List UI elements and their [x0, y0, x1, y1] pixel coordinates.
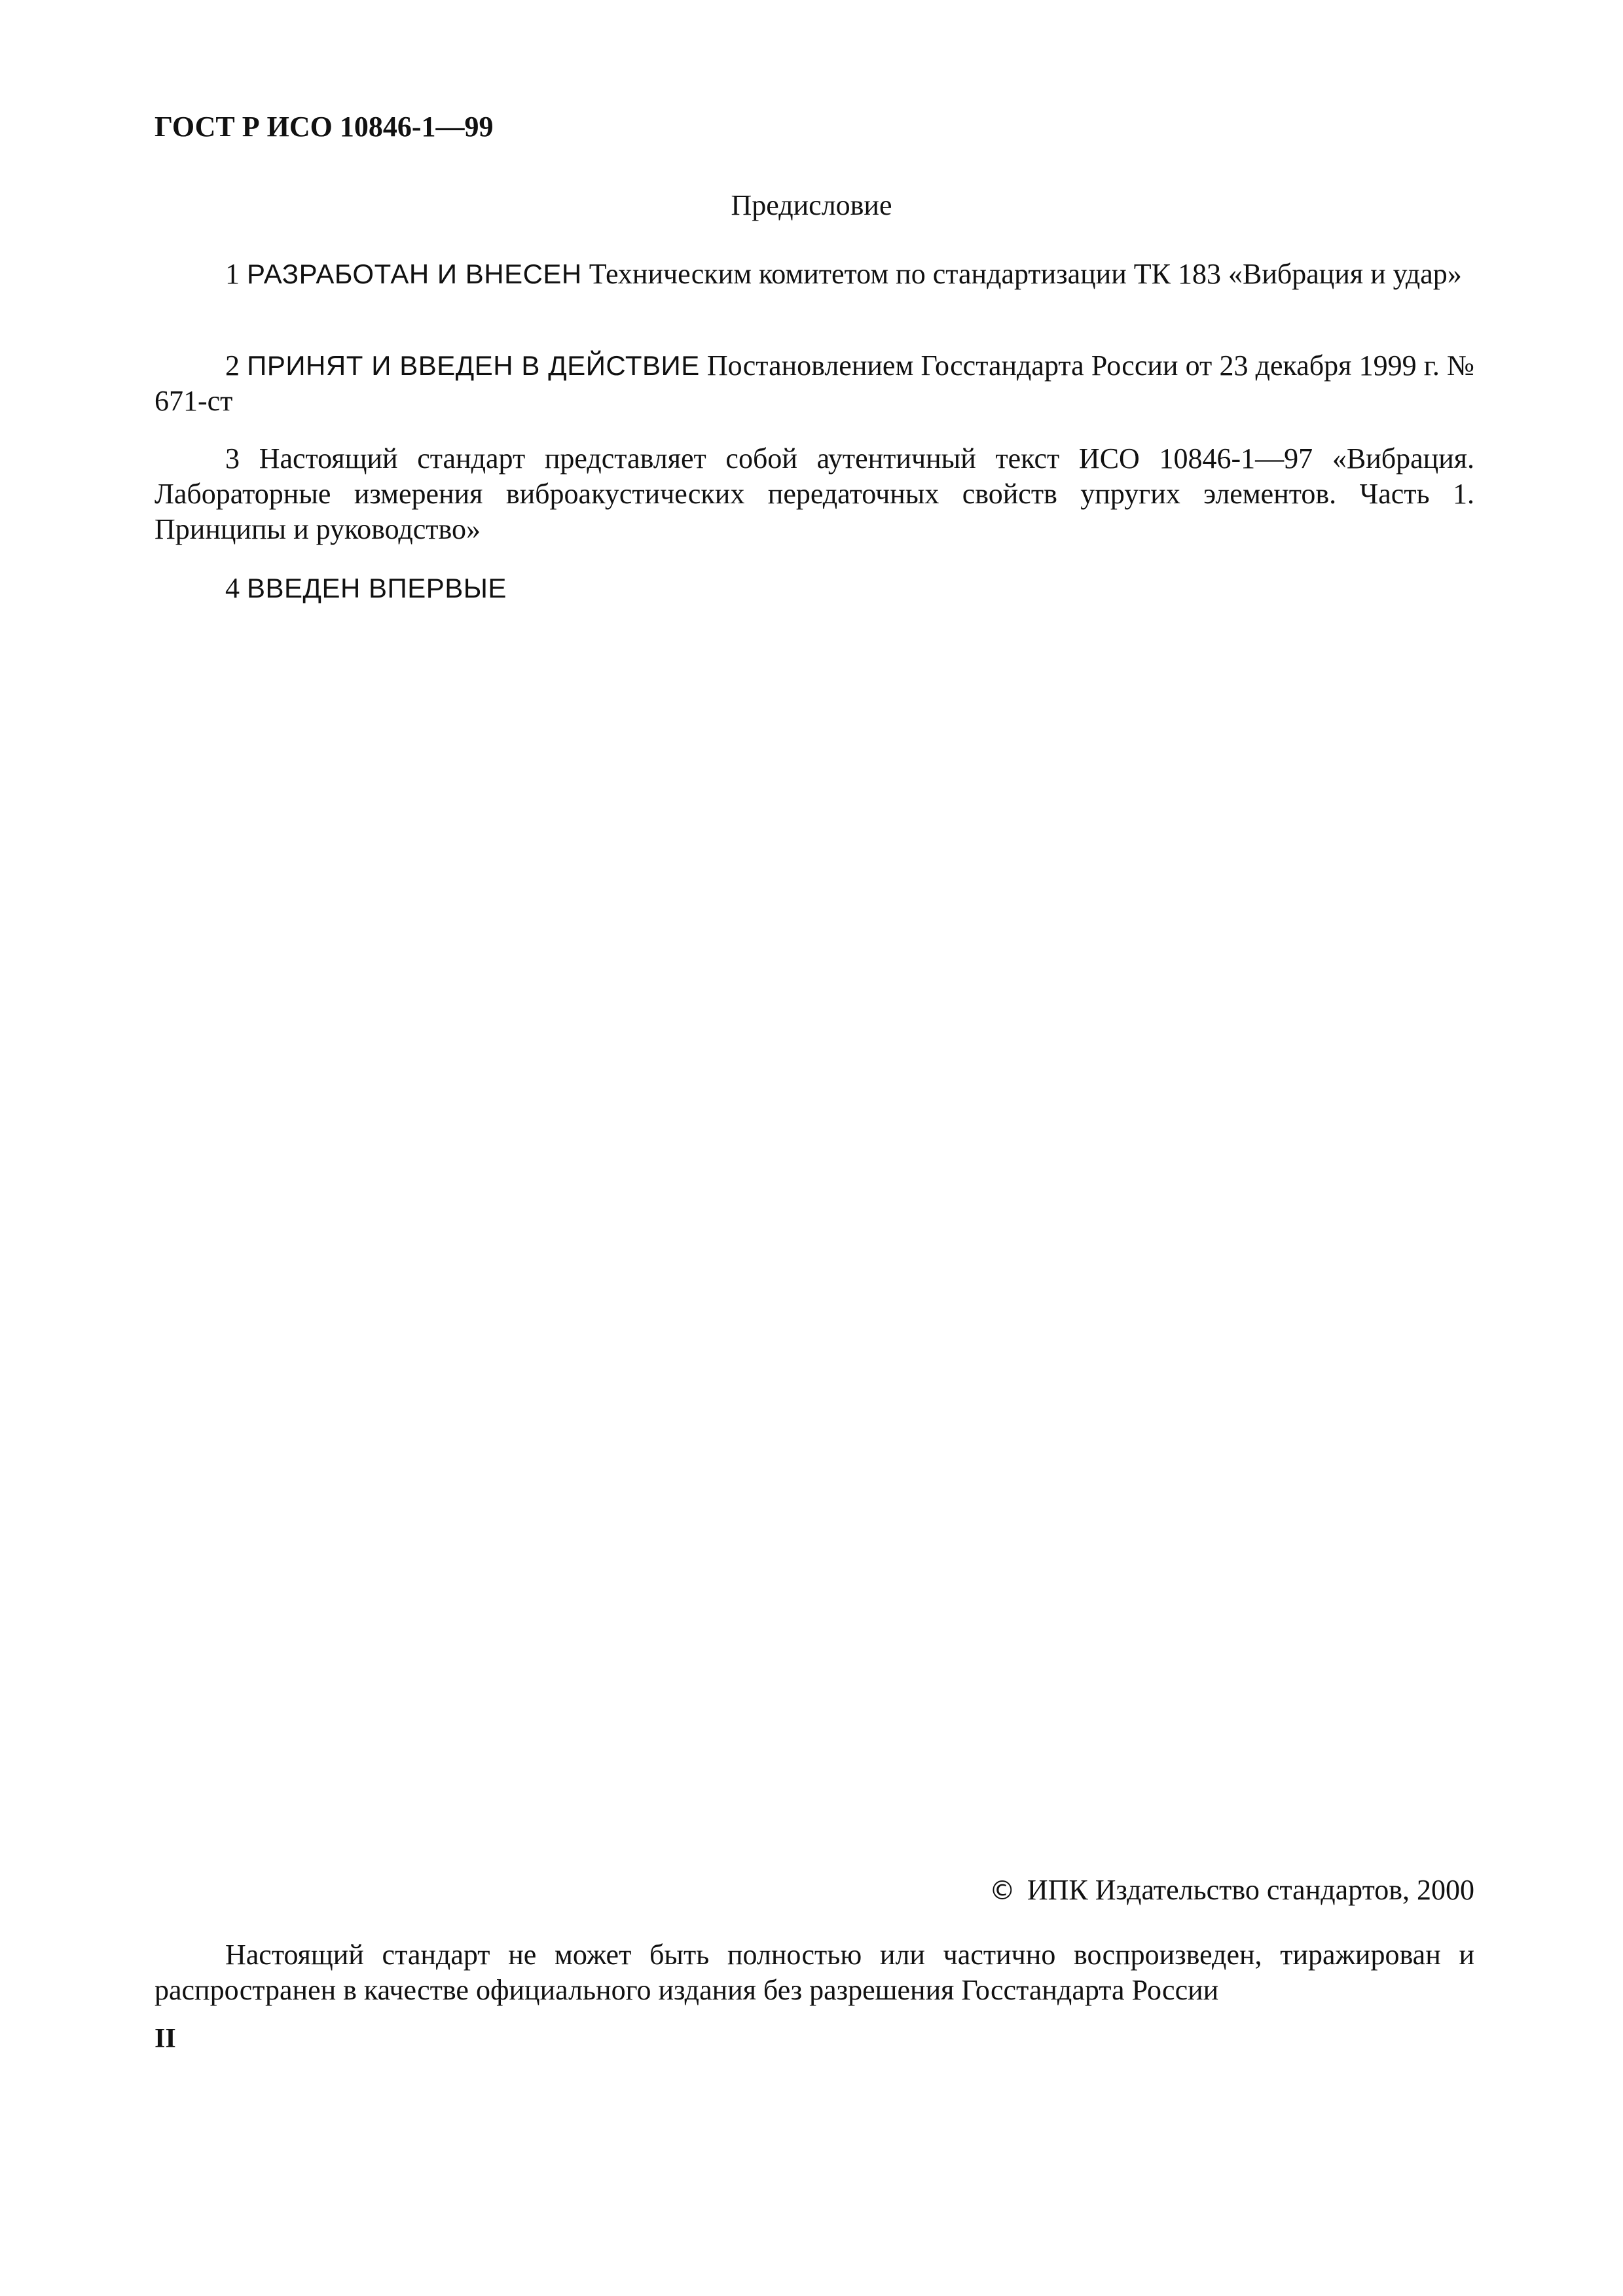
foreword-title: Предисловие: [731, 189, 892, 221]
item-number: 3: [225, 442, 240, 475]
foreword-item-2: [155, 348, 1474, 419]
item-number: 1: [225, 258, 240, 290]
copyright-symbol: ©: [989, 1876, 1015, 1906]
item-lead: ПРИНЯТ И ВВЕДЕН В ДЕЙСТВИЕ: [247, 350, 700, 381]
item-lead: ВВЕДЕН ВПЕРВЫЕ: [247, 573, 507, 603]
foreword-item-1: [155, 257, 1474, 292]
copyright-line: [989, 1873, 1474, 1908]
item-number: 4: [225, 572, 240, 604]
foreword-item-4: [155, 571, 1474, 606]
item-number: 2: [225, 350, 240, 382]
item-text: Постановлением Госстандарта России от 23 декабря 1999 г. № 671-ст: [155, 350, 1474, 417]
item-lead: РАЗРАБОТАН И ВНЕСЕН: [247, 259, 582, 289]
document-designation: ГОСТ Р ИСО 10846-1—99: [155, 111, 494, 143]
legal-notice: Настоящий стандарт не может быть полностью или частично воспроизведен, тиражирован и распространен в качестве официального издания без разрешения Госстандарта России: [155, 1939, 1474, 2006]
item-text: Настоящий стандарт представляет собой аутентичный текст ИСО 10846-1—97 «Вибрация. Лабораторные измерения виброакустических передаточных свойств упругих элементов. Часть 1. Принципы и руководство»: [155, 442, 1475, 545]
foreword-item-3: [155, 441, 1474, 547]
item-text: Техническим комитетом по стандартизации ТК 183 «Вибрация и удар»: [589, 258, 1462, 290]
page-number: II: [155, 2024, 176, 2054]
copyright-text: ИПК Издательство стандартов, 2000: [1027, 1874, 1474, 1906]
